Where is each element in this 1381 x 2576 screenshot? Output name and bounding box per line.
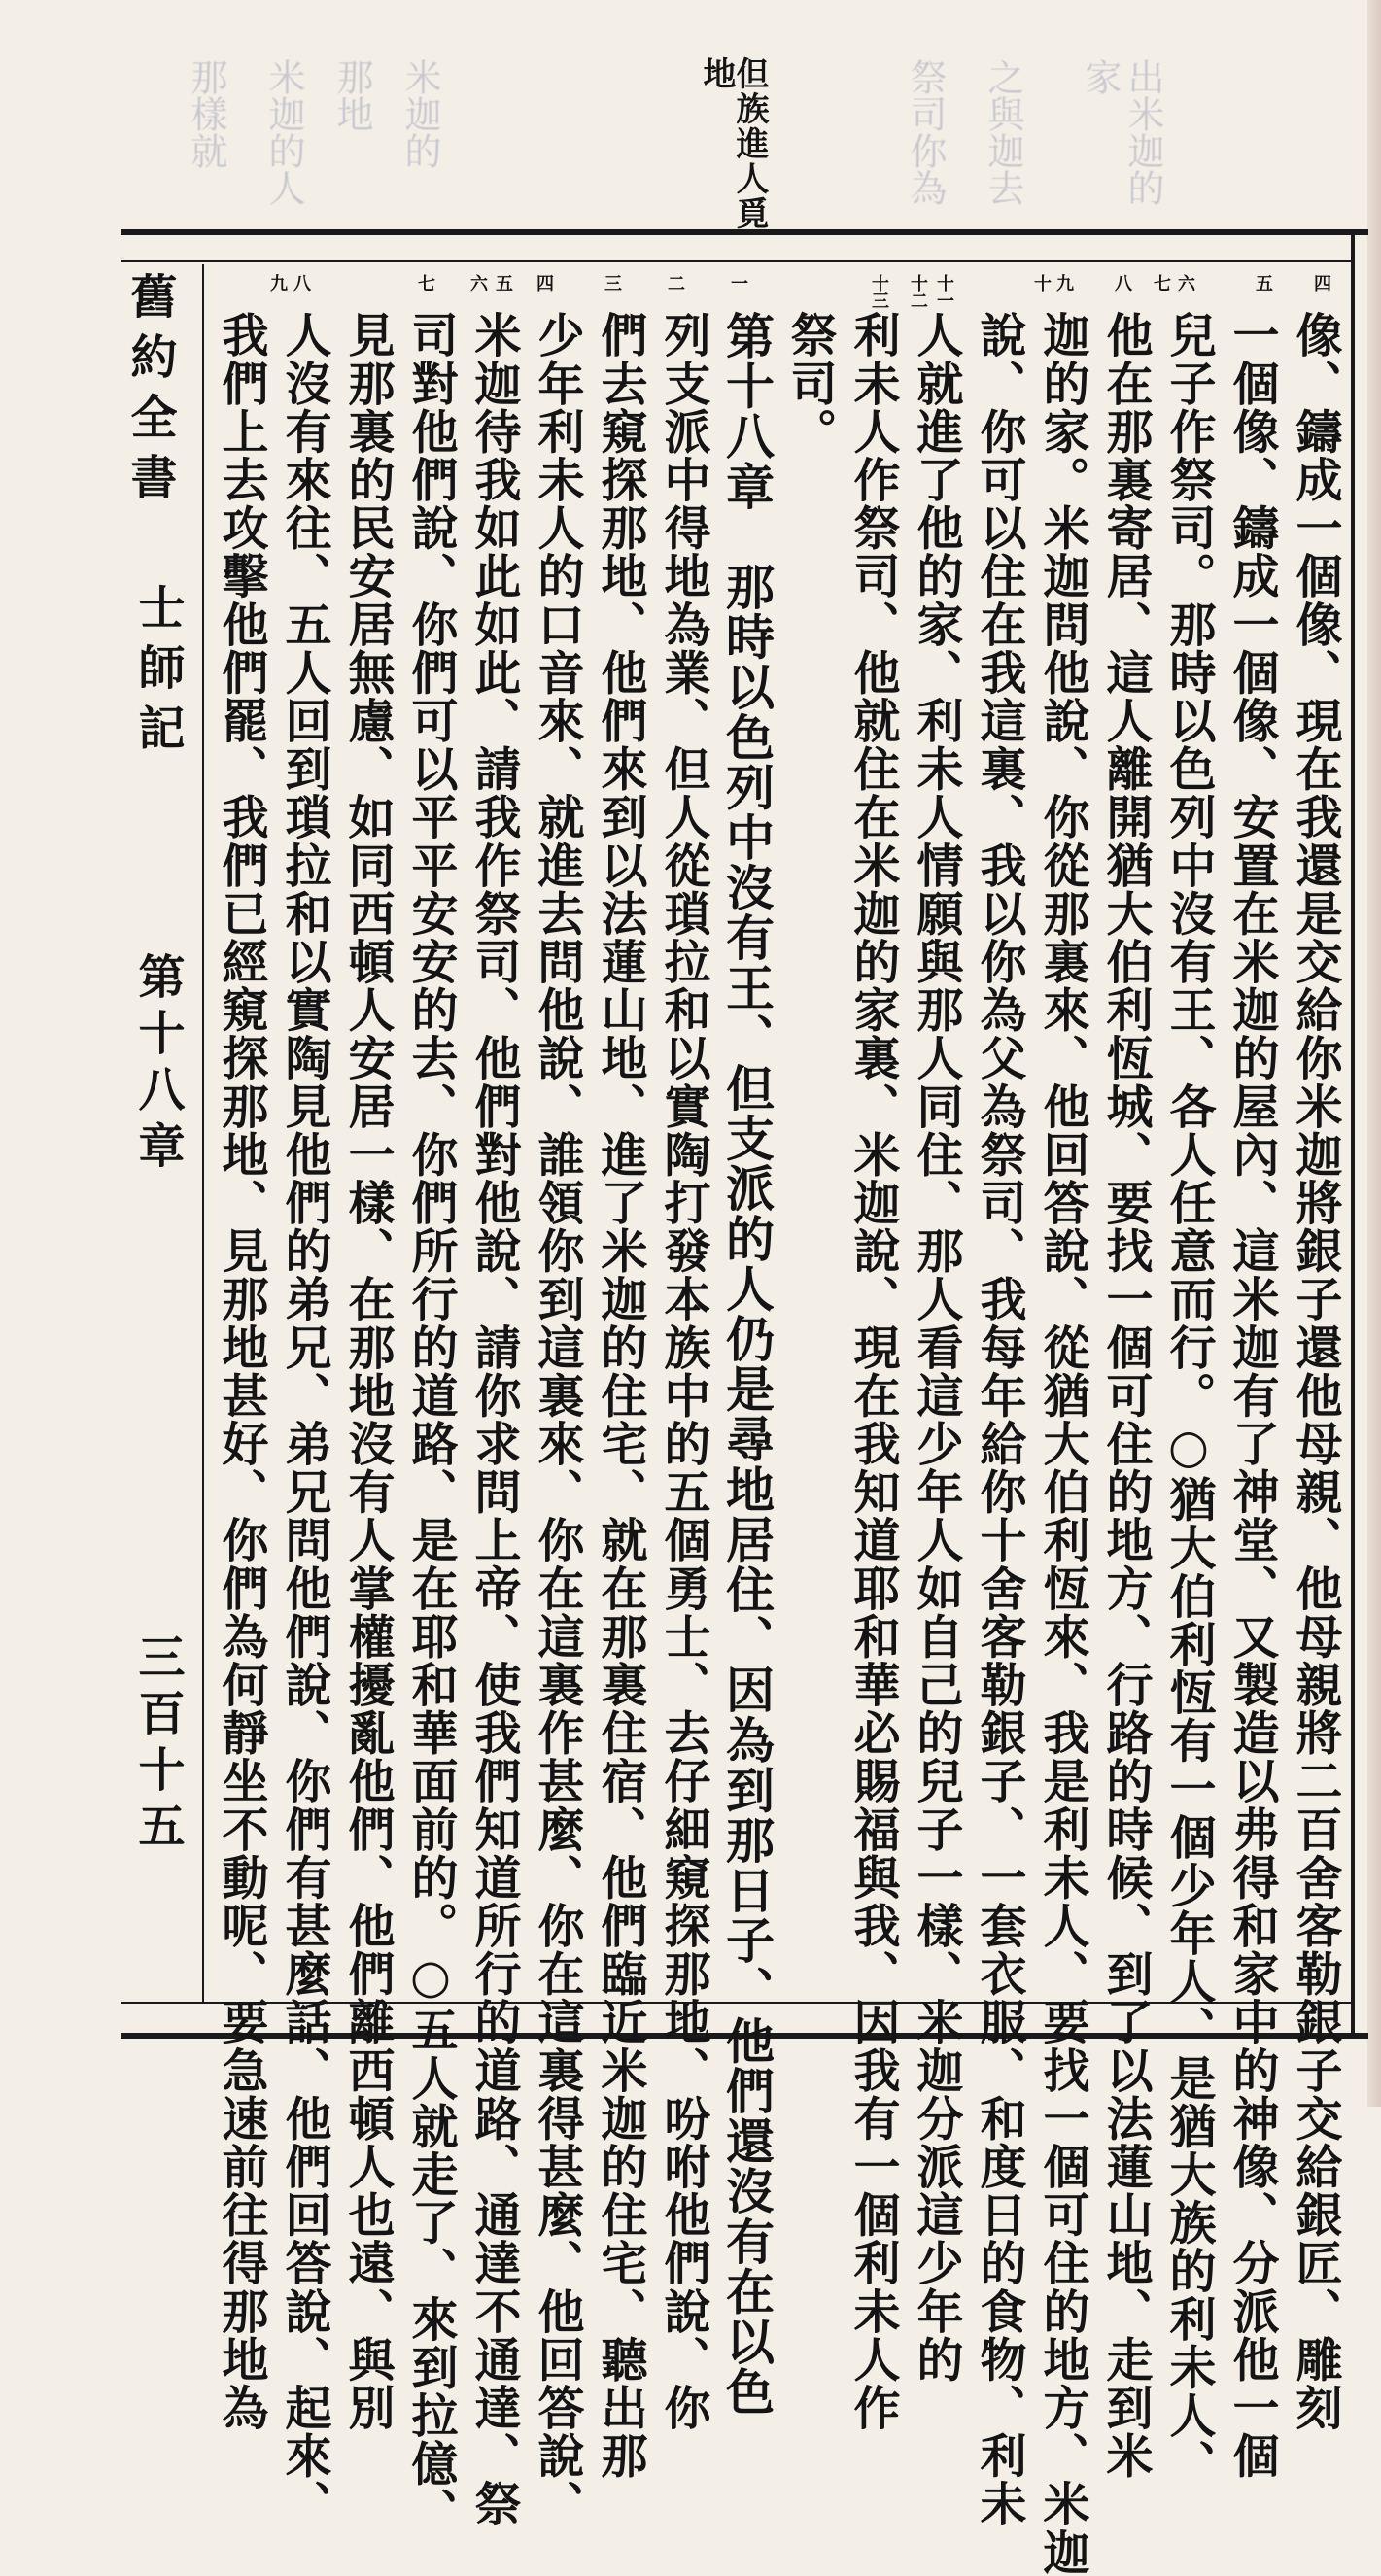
head-note-line: 地 <box>697 56 736 91</box>
text-column: 像、鑄成一個像、現在我還是交給你米迦將銀子還他母親、他母親將二百舍客勒銀子交給銀匠、雕刻 <box>1288 311 1342 2432</box>
text-column: 人沒有來往、五人回到瑣拉和以實陶見他們的弟兄、弟兄問他們說、你們有甚麼話、他們回答說、起來、 <box>277 311 331 2528</box>
bleed-col: 米迦的 <box>398 58 441 169</box>
text-column: 祭司。 <box>782 311 837 456</box>
bleed-col: 出米迦的家 <box>1079 58 1164 206</box>
verse-number: 十三 <box>869 274 889 309</box>
page-edge <box>1367 0 1381 2107</box>
page-number: 三百十五 <box>130 1632 185 1858</box>
verse-number: 一 <box>728 274 748 292</box>
verse-number: 十 <box>1031 274 1052 292</box>
text-column: 兒子作祭司。那時以色列中沒有王、各人任意而行。○猶大伯利恆有一個少年人、是猶大族的利未人、 <box>1161 311 1216 2488</box>
frame-top-inner-rule <box>121 260 1355 262</box>
verse-number: 二 <box>665 274 685 292</box>
verse-number: 九 <box>267 274 288 292</box>
verse-number: 三 <box>602 274 622 292</box>
verse-number: 七 <box>1151 274 1171 292</box>
text-column: 我們上去攻擊他們罷、我們已經窺探那地、見那地甚好、你們為何靜坐不動呢、要急速前往得那地為 <box>214 311 268 2432</box>
verse-number: 十二 <box>908 274 928 309</box>
text-column: 迦的家。米迦問他說、你從那裏來、他回答說、從猶大伯利恆來、我是利未人、要找一個可住的地方、米迦 <box>1035 311 1089 2576</box>
text-column: 們去窺探那地、他們來到以法蓮山地、進了米迦的住宅、就在那裏住宿、他們臨近米迦的住宅、聽出那 <box>593 311 647 2480</box>
bleed-col: 那樣就 <box>185 58 227 169</box>
bleed-through-text <box>107 58 1166 223</box>
text-column: 他在那裏寄居、這人離開猶大伯利恆城、要找一個可住的地方、行路的時候、到了以法蓮山地、走到米 <box>1098 311 1153 2480</box>
text-column: 司對他們說、你們可以平平安安的去、你們所行的道路、是在耶和華面前的。○五人就走了、來到拉億、 <box>403 311 458 2536</box>
bleed-col: 之與迦去 <box>982 58 1024 206</box>
book-title: 舊約全書 <box>122 272 177 513</box>
verse-number: 十一 <box>934 274 954 309</box>
text-column: 人就進了他的家、利未人情願與那人同住、那人看這少年人如自己的兒子一樣、米迦分派這少年的 <box>909 311 963 2384</box>
verse-number: 六 <box>1175 274 1195 292</box>
text-column: 一個像、鑄成一個像、安置在米迦的屋內、這米迦有了神堂、又製造以弗得和家中的神像、分派他一個 <box>1225 311 1279 2480</box>
verse-number: 七 <box>415 274 435 292</box>
verse-number: 四 <box>534 274 554 292</box>
head-note-line: 但族進人覓 <box>730 56 769 231</box>
book-name: 士師記 <box>130 583 185 764</box>
bleed-col: 那地 <box>330 58 373 132</box>
verse-number: 五 <box>1253 274 1273 292</box>
head-note <box>697 56 769 231</box>
verse-number: 四 <box>1311 274 1331 292</box>
text-column: 利未人作祭司、他就住在米迦的家裏、米迦說、現在我知道耶和華必賜福與我、因我有一個利未人作 <box>846 311 900 2432</box>
bleed-col: 米迦的人 <box>262 58 305 206</box>
text-column: 說、你可以住在我這裏、我以你為父為祭司、我每年給你十舍客勒銀子、一套衣服、和度日的食物、利未 <box>972 311 1026 2528</box>
scripture-text <box>208 311 1347 2576</box>
chapter-label: 第十八章 <box>130 952 185 1178</box>
text-column: 列支派中得地為業、但人從瑣拉和以實陶打發本族中的五個勇士、去仔細窺探那地、吩咐他們說、你 <box>656 311 710 2432</box>
bleed-col: 祭司你為 <box>904 58 947 206</box>
text-column: 少年利未人的口音來、就進去問他說、誰領你到這裏來、你在這裏作甚麼、你在這裏得甚麼、他回答說、 <box>530 311 584 2528</box>
verse-number: 五 <box>493 274 513 292</box>
verse-number: 八 <box>1112 274 1132 292</box>
frame-right-rule <box>1351 229 1355 2039</box>
verse-number: 六 <box>467 274 488 292</box>
chapter-start-column: 第十八章 那時以色列中沒有王、但支派的人仍是尋地居住、因為到那日子、他們還沒有在以色 <box>718 311 776 2418</box>
text-column: 米迦待我如此如此、請我作祭司、他們對他說、請你求問上帝、使我們知道所行的道路、通達不通達、祭 <box>466 311 521 2528</box>
text-column: 見那裏的民安居無慮、如同西頓人安居一樣、在那地沒有人掌權擾亂他們、他們離西頓人也遠、與別 <box>340 311 395 2432</box>
verse-number: 九 <box>1053 274 1074 292</box>
verse-number: 八 <box>291 274 311 292</box>
